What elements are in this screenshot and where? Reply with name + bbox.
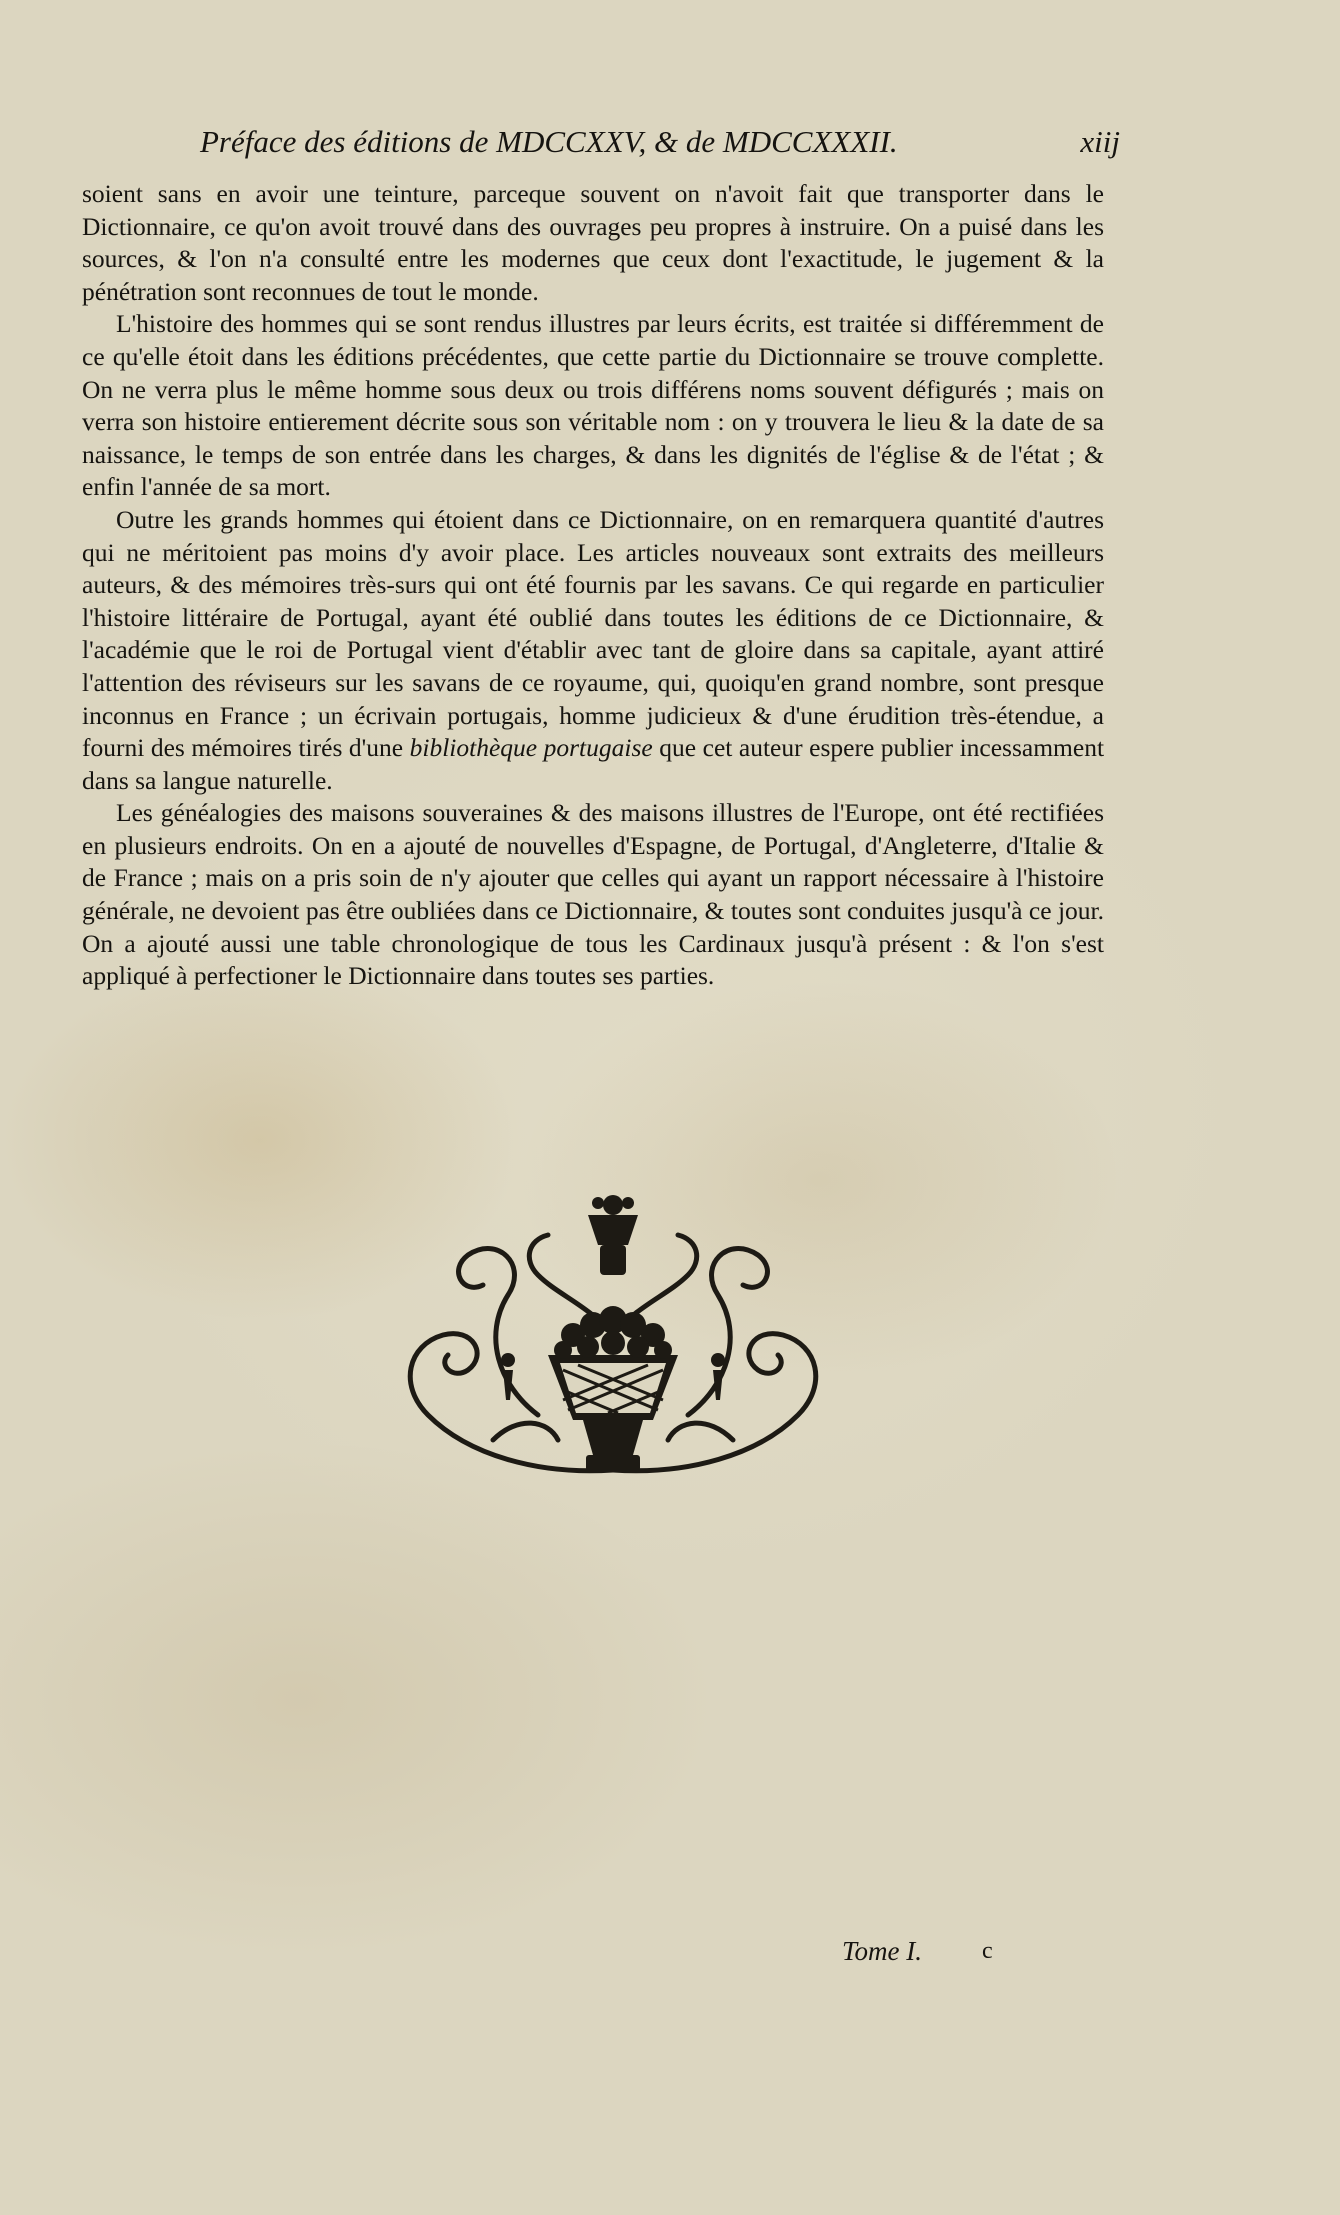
italic-title: bibliothèque portugaise [409, 733, 653, 763]
header-title: Préface des éditions de MDCCXXV, & de MDCCXXXII. [200, 124, 898, 159]
paragraph [82, 504, 1104, 797]
paragraph-text: que cet auteur espere publier incessamment dans sa langue naturelle. [82, 733, 1105, 795]
show-through-text [1015, 900, 1125, 1600]
preface-text [82, 178, 1104, 993]
paragraph: soient sans en avoir une teinture, parceque souvent on n'avoit fait que transporter dans le Dictionnaire, ce qu'on avoit trouvé dans des ouvrages peu propres à instruire. On a puisé dans les sources, & l'on n'a consulté entre les modernes que ceux dont l'exactitude, le jugement & la pénétration sont reconnues de tout le monde. [82, 179, 1104, 306]
signature-mark: c [982, 1938, 993, 1964]
paragraph: L'histoire des hommes qui se sont rendus illustres par leurs écrits, est traitée si différemment de ce qu'elle étoit dans les éditions précédentes, que cette partie du Dictionnaire se trouve complette. On ne verra plus le même homme sous deux ou trois différens noms souvent défigurés ; mais on verra son histoire entierement décrite sous son véritable nom : on y trouvera le lieu & la date de sa naissance, le temps de son entrée dans les charges, & dans les dignités de l'église & de l'état ; & enfin l'année de sa mort. [82, 309, 1104, 502]
running-header [200, 124, 1120, 168]
paragraph: Les généalogies des maisons souveraines & des maisons illustres de l'Europe, ont été rectifiées en plusieurs endroits. On en a ajouté de nouvelles d'Espagne, de Portugal, d'Angleterre, d'Italie & de France ; mais on a pris soin de n'y ajouter que celles qui ayant un rapport nécessaire à l'histoire générale, ne devoient pas être oubliées dans ce Dictionnaire, & toutes sont conduites jusqu'à ce jour. On a ajouté aussi une table chronologique de tous les Cardinaux jusqu'à présent : & l'on s'est appliqué à perfectioner le Dictionnaire dans toutes ses parties. [82, 798, 1104, 991]
paragraph-text: Outre les grands hommes qui étoient dans ce Dictionnaire, on en remarquera quantité d'autres qui ne méritoient pas moins d'y avoir place. Les articles nouveaux sont extraits des meilleurs auteurs, & des mémoires très-surs qui ont été fournis par les savans. Ce qui regarde en particulier l'histoire littéraire de Portugal, ayant été oublié dans toutes les éditions de ce Dictionnaire, & l'académie que le roi de Portugal vient d'établir avec tant de gloire dans sa capitale, ayant attiré l'attention des réviseurs sur les savans de ce royaume, qui, quoiqu'en grand nombre, sont presque inconnus en France ; un écrivain portugais, homme judicieux & d'une érudition très-étendue, a fourni des mémoires tirés d'une [82, 504, 1104, 763]
floral-ornament [388, 1185, 838, 1490]
page-number: xiij [1080, 124, 1120, 159]
volume-label: Tome I. [842, 1936, 923, 1966]
